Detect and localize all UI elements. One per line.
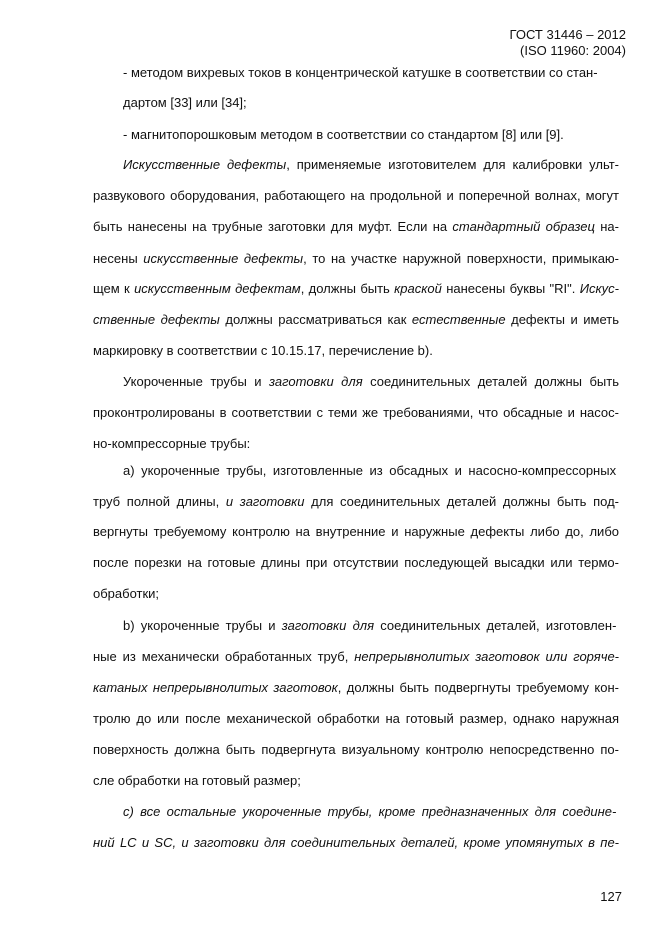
text-segment: соединительных деталей должны быть <box>362 374 620 389</box>
text-segment: заготовки для <box>281 618 375 633</box>
text-segment: дартом [33] или [34]; <box>123 95 247 110</box>
text-segment: и заготовки <box>225 494 305 509</box>
text-segment: нанесены буквы "RI". <box>441 281 580 296</box>
text-segment: дефекты и иметь <box>505 312 619 327</box>
text-line <box>93 311 619 329</box>
text-line <box>123 156 619 174</box>
text-line <box>123 373 619 391</box>
text-line <box>123 462 616 480</box>
text-segment: для соединительных деталей должны быть под- <box>304 494 619 509</box>
text-segment: краской <box>394 281 442 296</box>
text-segment: щем к <box>93 281 135 296</box>
text-segment: поверхность должна быть подвергнута визуальному контролю непосредственно по- <box>93 742 619 757</box>
text-segment: c) все остальные укороченные трубы, кроме предназначенных для соедине- <box>123 804 617 819</box>
text-segment: на- <box>594 219 619 234</box>
text-line <box>123 617 616 635</box>
text-segment: тролю до или после механической обработки на готовый размер, однако наружная <box>93 711 619 726</box>
document-header <box>510 27 626 59</box>
text-line <box>93 772 301 790</box>
text-segment: искусственным дефектам <box>134 281 301 296</box>
text-segment: Искус- <box>579 281 619 296</box>
text-segment: ний LC и SC, и заготовки для соединительных деталей, кроме упомянутых в пе- <box>93 835 619 850</box>
text-segment: соединительных деталей, изготовлен- <box>374 618 617 633</box>
text-line <box>123 94 247 112</box>
text-line <box>93 493 619 511</box>
text-segment: катаных непрерывнолитых заготовок <box>93 680 338 695</box>
text-segment: ные из механически обработанных труб, <box>93 649 355 664</box>
text-segment: труб полной длины, <box>93 494 226 509</box>
text-line <box>123 64 598 82</box>
text-segment: Укороченные трубы и <box>123 374 270 389</box>
text-segment: стандартный образец <box>452 219 595 234</box>
text-line <box>93 648 619 666</box>
text-segment: , применяемые изготовителем для калибровки ульт- <box>286 157 619 172</box>
text-line <box>93 218 619 236</box>
text-segment: вергнуты требуемому контролю на внутренние и наружные дефекты либо до, либо <box>93 524 619 539</box>
text-segment: естественные <box>411 312 506 327</box>
text-segment: Искусственные дефекты <box>123 157 287 172</box>
iso-reference: (ISO 11960: 2004) <box>520 43 626 58</box>
text-line <box>93 342 433 360</box>
text-segment: - магнитопорошковым методом в соответствии со стандартом [8] или [9]. <box>123 127 564 142</box>
text-segment: обработки; <box>93 586 160 601</box>
page-number: 127 <box>600 889 622 904</box>
text-segment: но-компрессорные трубы: <box>93 436 251 451</box>
text-segment: a) укороченные трубы, изготовленные из обсадных и насосно-компрессорных <box>123 463 617 478</box>
text-segment: должны рассматриваться как <box>219 312 412 327</box>
text-segment: заготовки для <box>269 374 363 389</box>
text-line <box>93 834 619 852</box>
text-line <box>93 741 619 759</box>
text-line <box>123 803 616 821</box>
text-segment: несены <box>93 251 144 266</box>
text-segment: сле обработки на готовый размер; <box>93 773 301 788</box>
text-segment: b) укороченные трубы и <box>123 618 282 633</box>
text-segment: , то на участке наружной поверхности, примыкаю- <box>303 251 620 266</box>
text-segment: проконтролированы в соответствии с теми же требованиями, что обсадные и насос- <box>93 405 619 420</box>
text-line <box>93 250 619 268</box>
text-line <box>93 710 619 728</box>
text-line <box>93 280 619 298</box>
text-line <box>123 126 564 144</box>
text-line <box>93 435 250 453</box>
text-line <box>93 187 619 205</box>
text-segment: искусственные дефекты <box>143 251 304 266</box>
text-line <box>93 523 619 541</box>
text-line <box>93 404 619 422</box>
text-segment: , должны быть подвергнуты требуемому кон- <box>337 680 619 695</box>
text-line <box>93 554 619 572</box>
text-segment: ственные дефекты <box>93 312 220 327</box>
text-segment: после порезки на готовые длины при отсутствии последующей высадки или термо- <box>93 555 619 570</box>
text-segment: - методом вихревых токов в концентрической катушке в соответствии со стан- <box>123 65 598 80</box>
text-segment: быть нанесены на трубные заготовки для муфт. Если на <box>93 219 453 234</box>
text-segment: непрерывнолитых заготовок или горяче- <box>354 649 620 664</box>
standard-code: ГОСТ 31446 – 2012 <box>509 27 626 42</box>
text-segment: , должны быть <box>300 281 395 296</box>
text-segment: маркировку в соответствии с 10.15.17, перечисление b). <box>93 343 433 358</box>
text-segment: развукового оборудования, работающего на продольной и поперечной волнах, могут <box>93 188 619 203</box>
text-line <box>93 585 159 603</box>
text-line <box>93 679 619 697</box>
